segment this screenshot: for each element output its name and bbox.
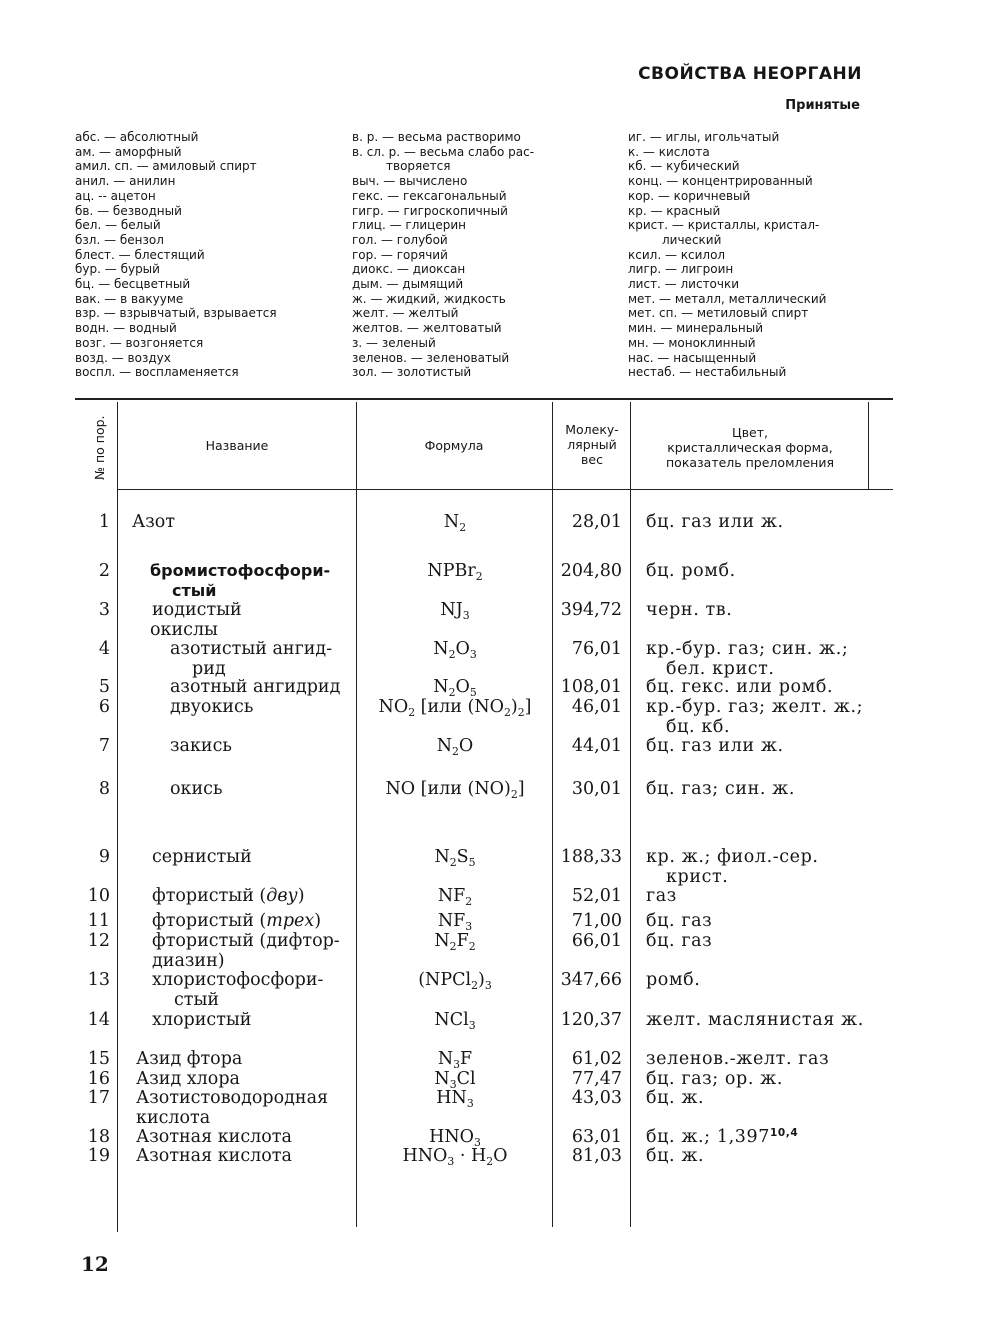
abbreviation-entry: гол. — голубой xyxy=(352,232,448,247)
abbreviation-entry: к. — кислота xyxy=(628,144,710,159)
header-number: № по пор. xyxy=(92,415,107,480)
row-number: 11 xyxy=(87,911,110,931)
row-number: 18 xyxy=(87,1127,110,1147)
abbreviation-entry: амил. сп. — амиловый спирт xyxy=(75,159,257,174)
substance-name: Азот xyxy=(132,512,176,532)
substance-name: азотистый ангид- рид xyxy=(170,639,333,679)
abbreviation-entry: лический xyxy=(662,232,722,247)
table-top-rule xyxy=(75,398,893,400)
row-number: 7 xyxy=(98,736,110,756)
abbreviation-entry: мет. сп. — метиловый спирт xyxy=(628,306,809,321)
substance-name: хлористый xyxy=(152,1010,252,1030)
row-number: 2 xyxy=(98,561,110,581)
abbreviations-column-2 xyxy=(352,130,534,380)
substance-name: фтористый (трех) xyxy=(152,911,322,931)
properties-description: бц. газ xyxy=(646,931,713,951)
chemical-formula: $HN_3$ xyxy=(436,1088,474,1110)
row-number: 4 xyxy=(98,639,110,659)
substance-name: сернистый xyxy=(152,847,252,867)
chemical-formula: $(NPCl_2)_3$ xyxy=(418,970,492,992)
molecular-weight: 30,01 xyxy=(571,779,622,799)
abbreviation-entry: возд. — воздух xyxy=(75,350,171,365)
substance-name: бромистофосфори- стый xyxy=(150,561,331,600)
molecular-weight: 120,37 xyxy=(560,1010,622,1030)
properties-description: бц. газ; син. ж. xyxy=(646,779,796,799)
abbreviation-entry: кор. — коричневый xyxy=(628,188,751,203)
abbreviation-entry: бзл. — бензол xyxy=(75,232,164,247)
row-number: 15 xyxy=(87,1049,110,1069)
abbreviation-entry: возг. — возгоняется xyxy=(75,335,204,350)
abbreviation-entry: творяется xyxy=(386,159,451,174)
row-number: 1 xyxy=(98,512,110,532)
chemical-formula: $N_2O_3$ xyxy=(433,639,477,661)
abbreviation-entry: конц. — концентрированный xyxy=(628,174,813,189)
properties-description: зеленов.-желт. газ xyxy=(646,1049,830,1069)
properties-description: желт. маслянистая ж. xyxy=(646,1010,864,1030)
substance-name: закись xyxy=(170,736,232,756)
abbreviation-entry: бц. — бесцветный xyxy=(75,277,191,292)
molecular-weight: 44,01 xyxy=(571,736,622,756)
properties-description: бц. ж. xyxy=(646,1146,705,1166)
chemical-formula: $N_3Cl$ xyxy=(434,1069,476,1091)
row-number: 6 xyxy=(98,697,110,717)
row-number: 19 xyxy=(87,1146,110,1166)
row-number: 5 xyxy=(98,677,110,697)
molecular-weight: 394,72 xyxy=(560,600,622,620)
substance-name: иодистый xyxy=(152,600,242,620)
row-number: 14 xyxy=(87,1010,110,1030)
abbreviation-entry: глиц. — глицерин xyxy=(352,218,466,233)
molecular-weight: 188,33 xyxy=(560,847,622,867)
abbreviation-entry: кр. — красный xyxy=(628,203,721,218)
properties-description: бц. газ или ж. xyxy=(646,512,784,532)
molecular-weight: 61,02 xyxy=(571,1049,622,1069)
abbreviation-entry: кб. — кубический xyxy=(628,159,740,174)
chemical-formula: NPBr$_2$ xyxy=(427,561,483,583)
molecular-weight: 43,03 xyxy=(571,1088,622,1108)
substance-name: Азотная кислота xyxy=(136,1127,292,1147)
substance-name: хлористофосфори- стый xyxy=(152,970,324,1010)
column-divider xyxy=(552,402,553,1227)
page-number: 12 xyxy=(81,1252,109,1276)
properties-description: газ xyxy=(646,886,677,906)
abbreviations-column-1 xyxy=(75,130,277,380)
chemical-formula: $NO_2$ [или $(NO_2)_2$] xyxy=(378,697,532,719)
row-number: 17 xyxy=(87,1088,110,1108)
properties-description: бц. ромб. xyxy=(646,561,736,581)
chemical-formula: $N_3F$ xyxy=(437,1049,473,1071)
abbreviation-entry: воспл. — воспламеняется xyxy=(75,365,239,380)
substance-name: фтористый (дифтор- диазин) xyxy=(152,931,340,971)
chemical-formula: $NF_2$ xyxy=(437,886,473,908)
chemical-formula: NCl$_3$ xyxy=(434,1010,476,1032)
abbreviation-entry: в. р. — весьма растворимо xyxy=(352,130,521,144)
substance-name: двуокись xyxy=(170,697,254,717)
abbreviation-entry: зол. — золотистый xyxy=(352,365,472,380)
molecular-weight: 63,01 xyxy=(571,1127,622,1147)
molecular-weight: 28,01 xyxy=(571,512,622,532)
molecular-weight: 81,03 xyxy=(571,1146,622,1166)
properties-description: бц. газ xyxy=(646,911,713,931)
chemical-formula: $N_2O$ xyxy=(436,736,474,758)
row-number: 16 xyxy=(87,1069,110,1089)
column-divider xyxy=(868,402,869,490)
chemical-formula: NO [или $(NO)_2$] xyxy=(385,779,525,801)
substance-name: Азид хлора xyxy=(136,1069,240,1089)
abbreviation-entry: лигр. — лигроин xyxy=(628,262,734,277)
row-number: 3 xyxy=(98,600,110,620)
row-number: 9 xyxy=(98,847,110,867)
column-divider xyxy=(117,402,118,1232)
abbreviation-entry: нестаб. — нестабильный xyxy=(628,365,787,380)
abbreviation-entry: желтов. — желтоватый xyxy=(352,321,502,336)
abbreviations-column-3 xyxy=(628,130,826,380)
header-name: Название xyxy=(205,438,269,453)
abbreviation-entry: з. — зеленый xyxy=(352,335,436,350)
abbreviation-entry: лист. — листочки xyxy=(628,277,740,292)
abbreviation-entry: крист. — кристаллы, кристал- xyxy=(628,218,820,233)
chemical-formula: $N_2$ xyxy=(443,512,467,534)
abbreviation-entry: иг. — иглы, игольчатый xyxy=(628,130,780,144)
molecular-weight: 66,01 xyxy=(571,931,622,951)
substance-name: Азотистоводородная кислота xyxy=(136,1088,329,1128)
properties-description: бц. гекс. или ромб. xyxy=(646,677,834,697)
substance-name: окислы xyxy=(150,620,218,640)
abbreviation-entry: гор. — горячий xyxy=(352,247,448,262)
properties-description: бц. газ или ж. xyxy=(646,736,784,756)
abbreviation-entry: ж. — жидкий, жидкость xyxy=(352,291,506,306)
chemical-formula: $HNO_3$ xyxy=(429,1127,481,1149)
chemical-formula: $N_2S_5$ xyxy=(434,847,476,869)
abbreviation-entry: нас. — насыщенный xyxy=(628,350,757,365)
properties-description: кр.-бур. газ; син. ж.; бел. крист. xyxy=(646,639,849,679)
row-number: 13 xyxy=(87,970,110,990)
abbreviation-entry: водн. — водный xyxy=(75,321,177,336)
abbreviation-entry: мет. — металл, металлический xyxy=(628,291,827,306)
molecular-weight: 108,01 xyxy=(560,677,622,697)
abbreviation-entry: дым. — дымящий xyxy=(352,277,464,292)
abbreviation-entry: в. сл. р. — весьма слабо рас- xyxy=(352,144,535,159)
molecular-weight: 71,00 xyxy=(571,911,622,931)
header-molecular-weight: Молеку- лярный вес xyxy=(565,422,619,467)
header-color-form: Цвет, кристаллическая форма, показатель преломления xyxy=(666,425,834,470)
table-header-rule xyxy=(118,489,893,490)
row-number: 12 xyxy=(87,931,110,951)
properties-description: бц. ж.; 1,397$^{10,4}$ xyxy=(646,1127,799,1147)
abbreviation-entry: блест. — блестящий xyxy=(75,247,205,262)
chemical-formula: $N_2F_2$ xyxy=(434,931,476,953)
column-divider xyxy=(356,402,357,1227)
abbreviation-entry: бур. — бурый xyxy=(75,262,160,277)
abbreviation-entry: мн. — моноклинный xyxy=(628,335,756,350)
abbreviation-entry: вак. — в вакууме xyxy=(75,291,184,306)
substance-name: окись xyxy=(170,779,223,799)
header-formula: Формула xyxy=(424,438,484,453)
chemical-formula: $HNO_3 \cdot H_2O$ xyxy=(402,1146,508,1168)
row-number: 8 xyxy=(98,779,110,799)
page-title: СВОЙСТВА НЕОРГАНИ xyxy=(638,64,862,84)
abbreviation-entry: мин. — минеральный xyxy=(628,321,764,336)
chemical-formula: $NF_3$ xyxy=(437,911,473,933)
abbreviation-entry: ам. — аморфный xyxy=(75,144,182,159)
column-divider xyxy=(630,402,631,1227)
properties-description: кр.-бур. газ; желт. ж.; бц. кб. xyxy=(646,697,864,737)
substance-name: фтористый (дву) xyxy=(152,886,305,906)
molecular-weight: 52,01 xyxy=(571,886,622,906)
abbreviation-entry: взр. — взрывчатый, взрывается xyxy=(75,306,277,321)
properties-description: бц. газ; ор. ж. xyxy=(646,1069,784,1089)
abbreviation-entry: ксил. — ксилол xyxy=(628,247,726,262)
abbreviations-heading: Принятые xyxy=(785,98,860,113)
abbreviation-entry: анил. — анилин xyxy=(75,174,176,189)
abbreviation-entry: гекс. — гексагональный xyxy=(352,188,507,203)
abbreviation-entry: гигр. — гигроскопичный xyxy=(352,203,508,218)
abbreviation-entry: желт. — желтый xyxy=(352,306,459,321)
properties-description: черн. тв. xyxy=(646,600,733,620)
chemical-formula: $NJ_3$ xyxy=(440,600,470,622)
substance-name: Азид фтора xyxy=(136,1049,243,1069)
properties-description: кр. ж.; фиол.-сер. крист. xyxy=(646,847,819,887)
abbreviation-entry: диокс. — диоксан xyxy=(352,262,466,277)
abbreviation-entry: бв. — безводный xyxy=(75,203,182,218)
abbreviation-entry: зеленов. — зеленоватый xyxy=(352,350,510,365)
row-number: 10 xyxy=(87,886,110,906)
properties-description: бц. ж. xyxy=(646,1088,705,1108)
substance-name: азотный ангидрид xyxy=(170,677,341,697)
chemical-formula: $N_2O_5$ xyxy=(433,677,477,699)
abbreviation-entry: бел. — белый xyxy=(75,218,161,233)
molecular-weight: 77,47 xyxy=(571,1069,622,1089)
substance-name: Азотная кислота xyxy=(136,1146,292,1166)
abbreviation-entry: абс. — абсолютный xyxy=(75,130,199,144)
abbreviation-entry: выч. — вычислено xyxy=(352,174,468,189)
molecular-weight: 76,01 xyxy=(571,639,622,659)
molecular-weight: 46,01 xyxy=(571,697,622,717)
molecular-weight: 204,80 xyxy=(560,561,622,581)
molecular-weight: 347,66 xyxy=(560,970,622,990)
properties-description: ромб. xyxy=(646,970,701,990)
abbreviation-entry: ац. -- ацетон xyxy=(75,188,156,203)
